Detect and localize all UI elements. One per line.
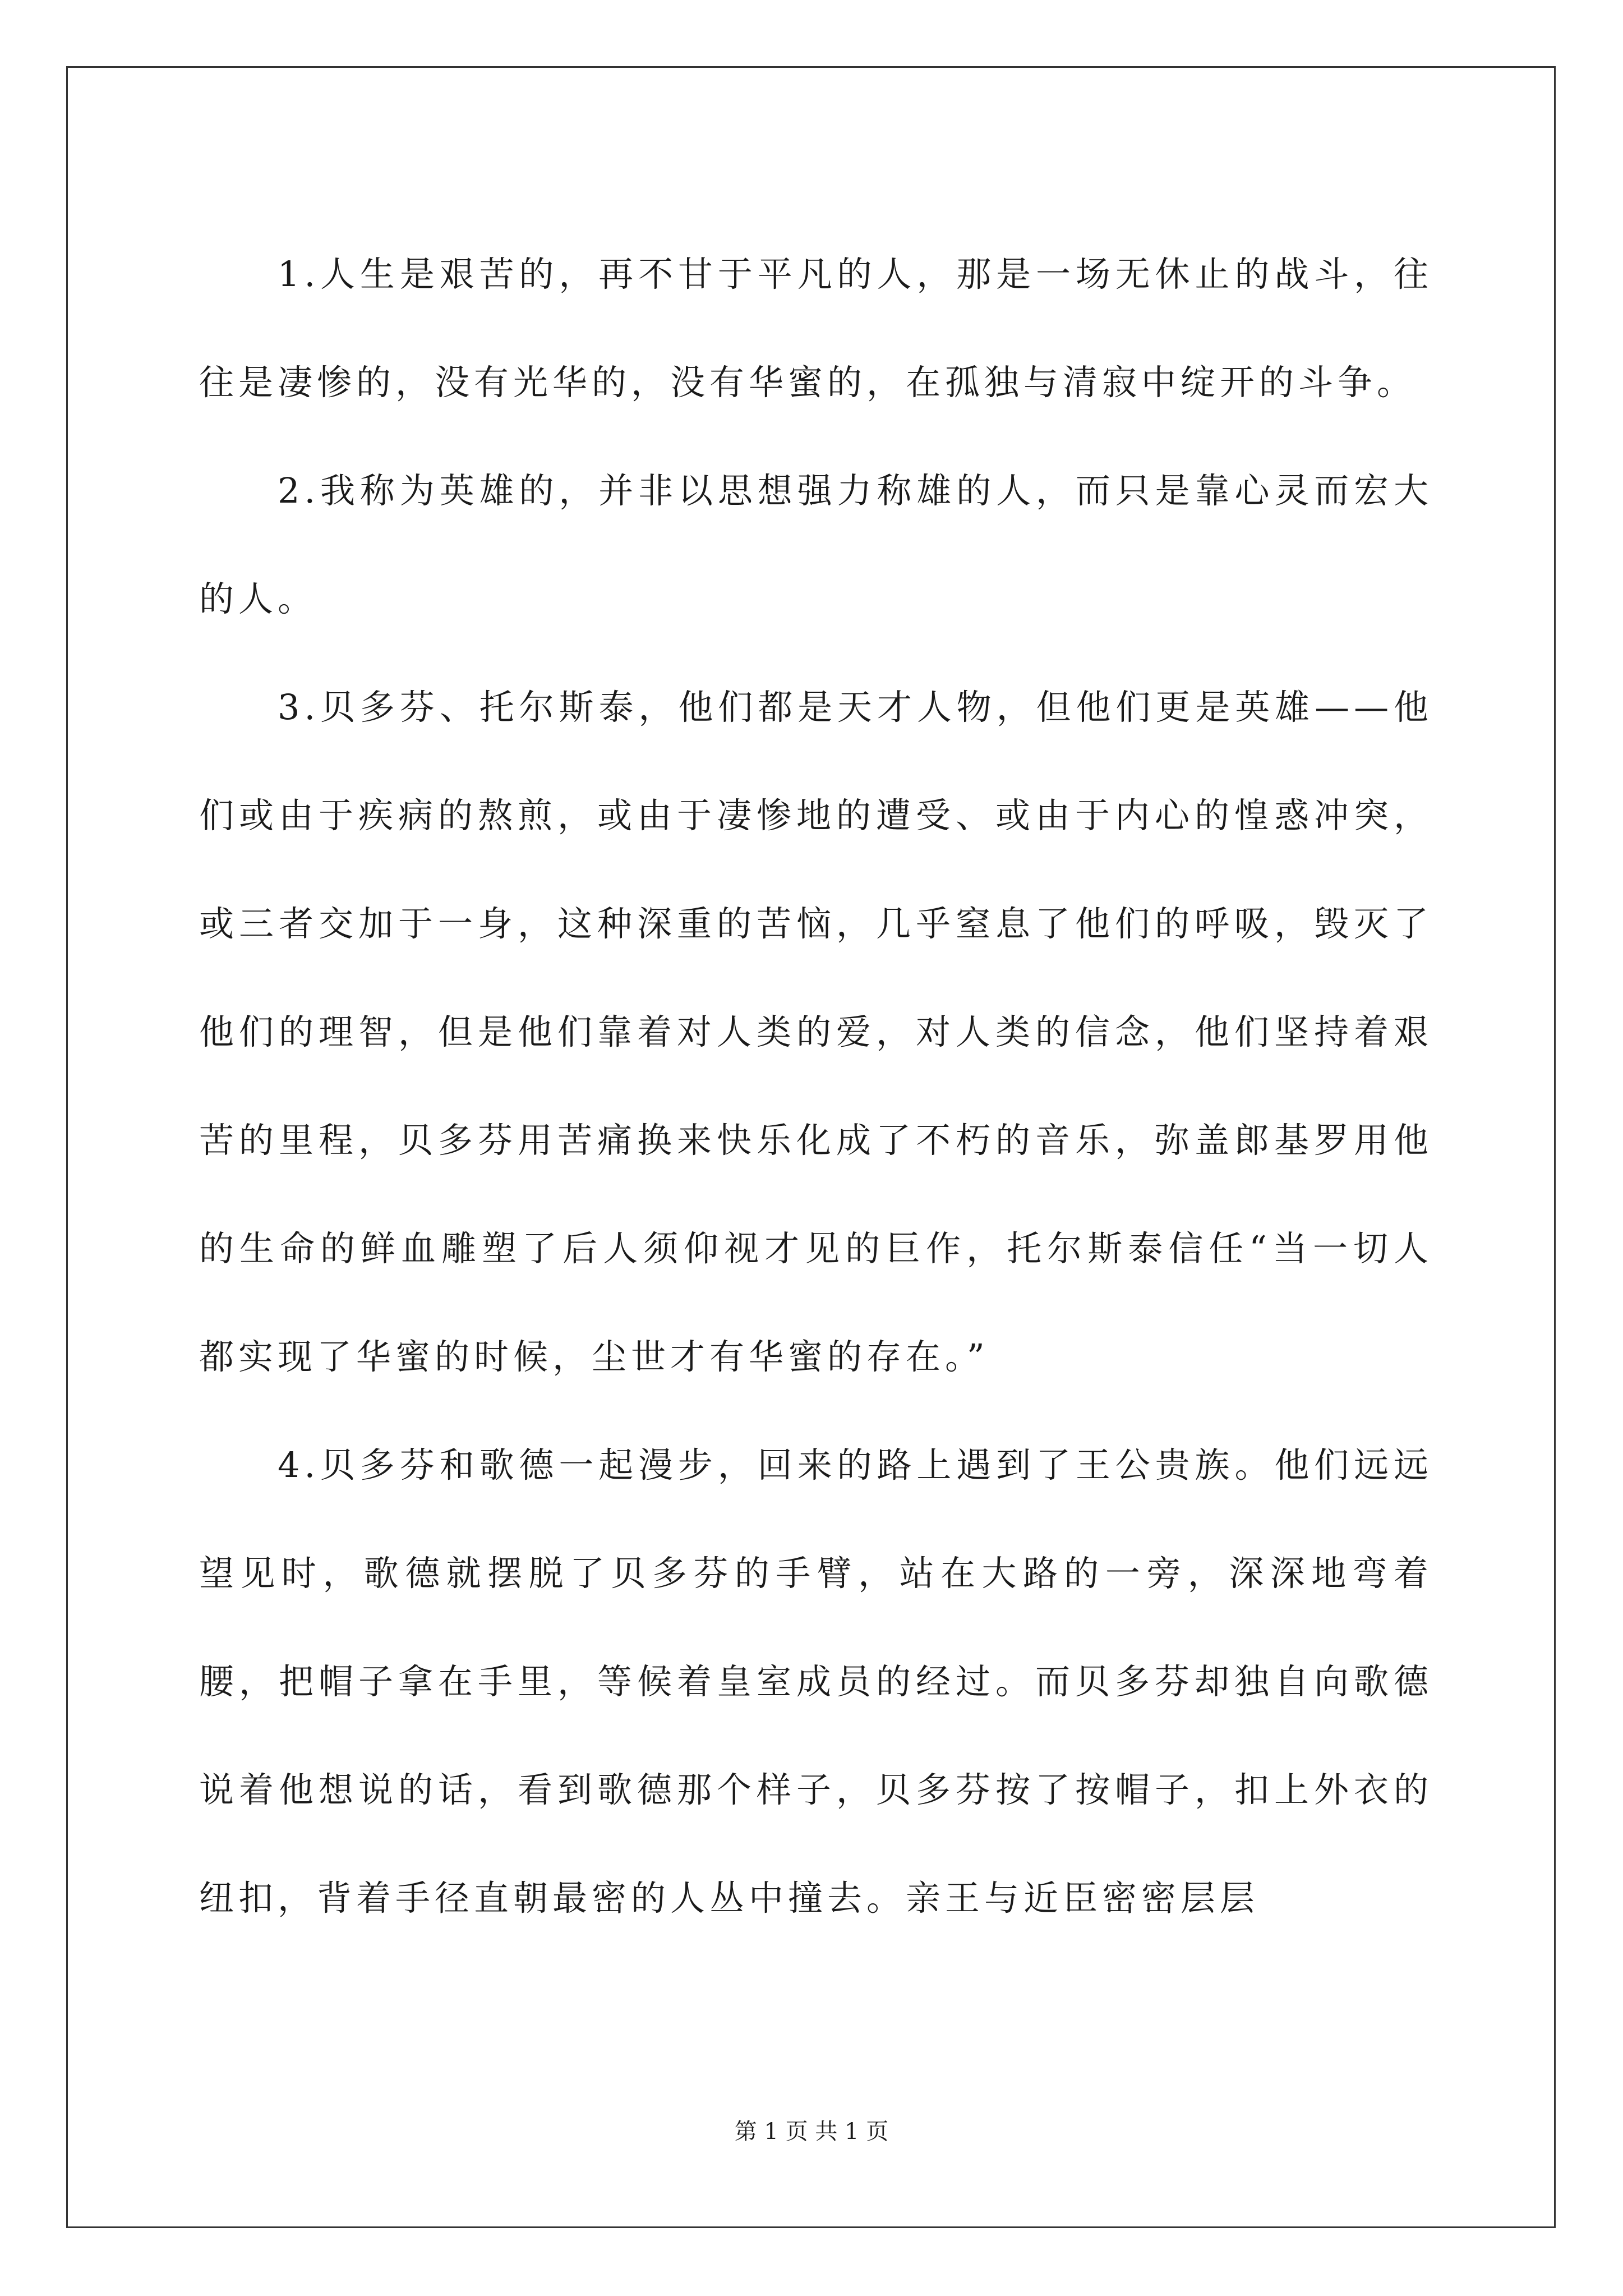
paragraph-3: 3.贝多芬、托尔斯泰，他们都是天才人物，但他们更是英雄——他们或由于疾病的熬煎，或由于凄惨地的遭受、或由于内心的惶惑冲突，或三者交加于一身，这种深重的苦恼，几乎窒息了他们的呼吸，毁灭了他们的理智，但是他们靠着对人类的爱，对人类的信念，他们坚持着艰苦的里程，贝多芬用苦痛换来快乐化成了不朽的音乐，弥盖郎基罗用他的生命的鲜血雕塑了后人须仰视才见的巨作，托尔斯泰信任“当一切人都实现了华蜜的时候，尘世才有华蜜的存在。” xyxy=(199,687,1433,1377)
page-number-footer: 第 1 页 共 1 页 xyxy=(734,2119,889,2145)
paragraph-2: 2.我称为英雄的，并非以思想强力称雄的人，而只是靠心灵而宏大的人。 xyxy=(199,470,1433,619)
paragraph-1: 1.人生是艰苦的，再不甘于平凡的人，那是一场无休止的战斗，往往是凄惨的，没有光华的，没有华蜜的，在孤独与清寂中绽开的斗争。 xyxy=(199,254,1433,403)
paragraph-4: 4.贝多芬和歌德一起漫步，回来的路上遇到了王公贵族。他们远远望见时，歌德就摆脱了贝多芬的手臂，站在大路的一旁，深深地弯着腰，把帽子拿在手里，等候着皇室成员的经过。而贝多芬却独自向歌德说着他想说的话，看到歌德那个样子，贝多芬按了按帽子，扣上外衣的纽扣，背着手径直朝最密的人丛中撞去。亲王与近臣密密层层 xyxy=(199,1444,1433,1918)
document-body xyxy=(199,220,1433,1952)
